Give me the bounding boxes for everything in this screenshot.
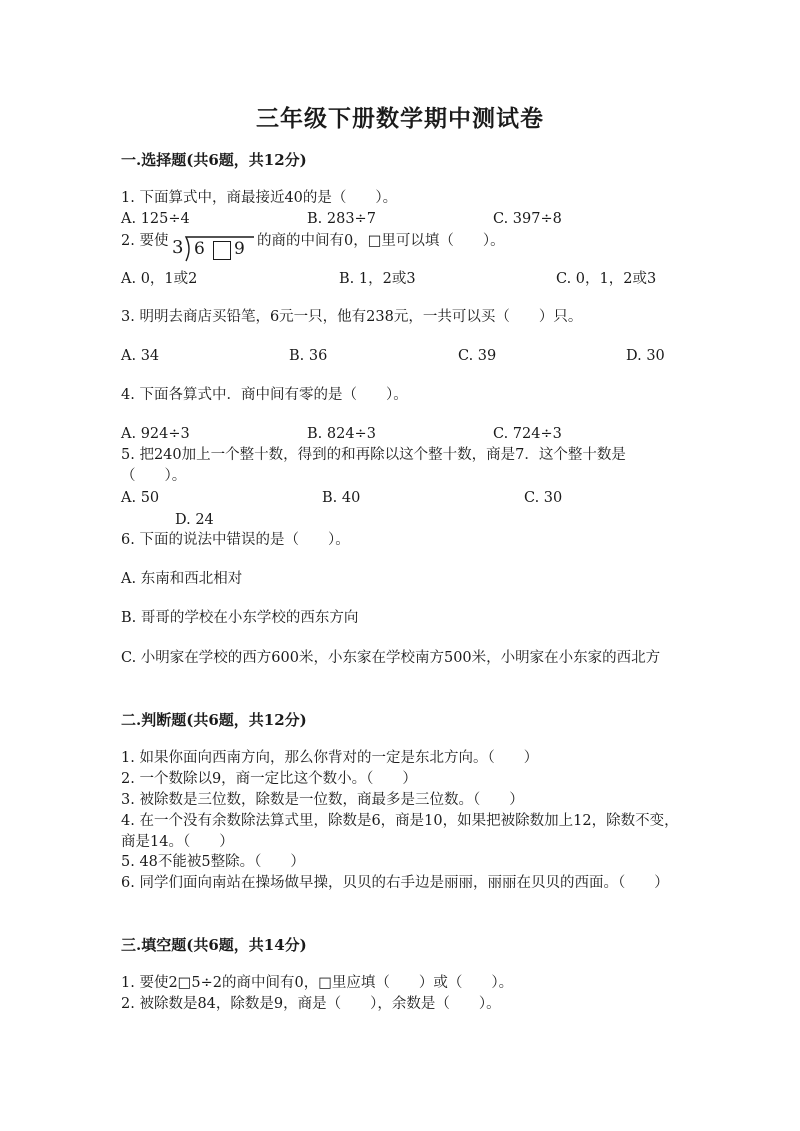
fill-item-2: 2. 被除数是84，除数是9，商是（ ），余数是（ ）。 xyxy=(121,996,501,1012)
q1-option-b: B. 283÷7 xyxy=(307,211,376,227)
q2-stem-post: 的商的中间有0，□里可以填（ ）。 xyxy=(257,233,505,249)
q2-option-a: A. 0，1或2 xyxy=(121,271,198,287)
judge-item-6: 6. 同学们面向南站在操场做早操，贝贝的右手边是丽丽，丽丽在贝贝的西面。（ ） xyxy=(121,875,669,891)
judge-item-5: 5. 48不能被5整除。（ ） xyxy=(121,854,305,870)
judge-item-1: 1. 如果你面向西南方向，那么你背对的一定是东北方向。（ ） xyxy=(121,750,539,766)
q4-option-c: C. 724÷3 xyxy=(493,426,562,442)
blank-box xyxy=(213,241,231,260)
q5-stem: 5. 把240加上一个整十数，得到的和再除以这个整十数，商是7．这个整十数是（ ）。 xyxy=(121,447,626,484)
section3-heading: 三.填空题(共6题，共14分) xyxy=(121,936,307,954)
dividend-digit-2: 9 xyxy=(234,239,245,259)
q1-option-c: C. 397÷8 xyxy=(493,211,562,227)
q4-stem: 4. 下面各算式中．商中间有零的是（ ）。 xyxy=(121,387,408,403)
dividend-digit-1: 6 xyxy=(194,239,205,259)
q4-option-a: A. 924÷3 xyxy=(121,426,190,442)
q4-option-b: B. 824÷3 xyxy=(307,426,376,442)
page-title: 三年级下册数学期中测试卷 xyxy=(256,105,544,132)
judge-item-3: 3. 被除数是三位数，除数是一位数，商最多是三位数。（ ） xyxy=(121,792,524,808)
q1-stem: 1. 下面算式中，商最接近40的是（ ）。 xyxy=(121,190,398,206)
section2-heading: 二.判断题(共6题，共12分) xyxy=(121,711,307,729)
q3-option-d: D. 30 xyxy=(626,348,665,364)
judge-item-4: 4. 在一个没有余数除法算式里，除数是6，商是10，如果把被除数加上12，除数不变，商是14。（ ） xyxy=(121,813,679,850)
q5-option-c: C. 30 xyxy=(524,490,563,506)
q3-option-c: C. 39 xyxy=(458,348,497,364)
fill-item-1: 1. 要使2□5÷2的商中间有0，□里应填（ ）或（ ）。 xyxy=(121,975,514,991)
q2-stem-pre: 2. 要使 xyxy=(121,233,169,249)
q5-option-a: A. 50 xyxy=(121,490,160,506)
q3-stem: 3. 明明去商店买铅笔，6元一只，他有238元，一共可以买（ ）只。 xyxy=(121,309,583,325)
q5-option-d: D. 24 xyxy=(175,512,214,528)
q2-option-b: B. 1，2或3 xyxy=(339,271,416,287)
q6-option-c: C. 小明家在学校的西方600米，小东家在学校南方500米，小明家在小东家的西北方 xyxy=(121,650,661,666)
q6-option-a: A. 东南和西北相对 xyxy=(121,571,243,587)
q1-option-a: A. 125÷4 xyxy=(121,211,190,227)
q6-stem: 6. 下面的说法中错误的是（ ）。 xyxy=(121,532,350,548)
q2-option-c: C. 0，1，2或3 xyxy=(556,271,657,287)
section1-heading: 一.选择题(共6题，共12分) xyxy=(121,151,307,169)
judge-item-2: 2. 一个数除以9，商一定比这个数小。（ ） xyxy=(121,771,417,787)
q5-option-b: B. 40 xyxy=(322,490,361,506)
q3-option-a: A. 34 xyxy=(121,348,160,364)
divisor: 3 xyxy=(172,237,184,258)
q6-option-b: B. 哥哥的学校在小东学校的西东方向 xyxy=(121,610,359,626)
q3-option-b: B. 36 xyxy=(289,348,328,364)
long-division-figure xyxy=(172,233,256,263)
